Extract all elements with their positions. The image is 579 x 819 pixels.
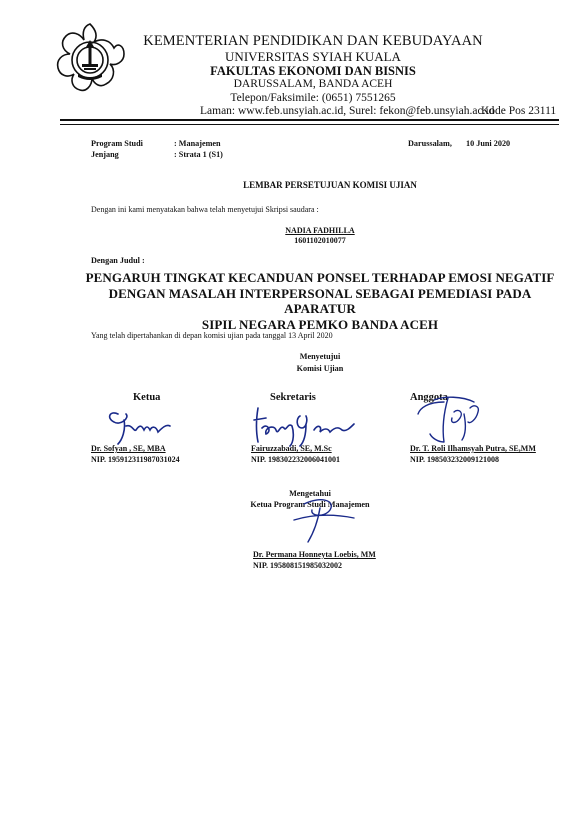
level-value: : Strata 1 (S1) [174, 150, 223, 159]
website-email: Laman: www.feb.unsyiah.ac.id, Surel: fekon@feb.unsyiah.ac.id [200, 105, 495, 117]
approved-label: Menyetujui [299, 352, 341, 361]
member-signature-icon [414, 394, 494, 448]
head-nip: NIP. 195808151985032002 [253, 561, 343, 570]
university-seal-icon [52, 20, 128, 96]
university-name: UNIVERSITAS SYIAH KUALA [225, 49, 401, 64]
address: DARUSSALAM, BANDA ACEH [233, 78, 393, 90]
chair-nip: NIP. 195912311987031024 [91, 455, 180, 464]
chair-name: Dr. Sofyan , SE, MBA [91, 444, 166, 453]
program-label: Program Studi [91, 139, 143, 148]
judul-label: Dengan Judul : [91, 256, 145, 265]
role-chair: Ketua [133, 392, 161, 403]
committee-label: Komisi Ujian [296, 364, 344, 373]
member-nip: NIP. 198503232009121008 [410, 455, 500, 464]
secretary-name: Fairuzzabadi, SE, M.Sc [251, 444, 332, 453]
letterhead-rule-thick [60, 119, 559, 121]
role-member: Anggota [410, 392, 448, 403]
phone: Telepon/Faksimile: (0651) 7551265 [230, 92, 396, 104]
place: Darussalam, [408, 139, 452, 148]
date: 10 Juni 2020 [466, 139, 511, 148]
defended-text: Yang telah dipertahankan di depan komisi ujian pada tanggal 13 April 2020 [91, 331, 333, 340]
secretary-signature-icon [250, 402, 360, 448]
head-signature-icon [290, 494, 360, 546]
thesis-title-line: PENGARUH TINGKAT KECANDUAN PONSEL TERHADAP EMOSI NEGATIF [85, 270, 555, 285]
program-value: : Manajemen [174, 139, 221, 148]
postcode: Kode Pos 23111 [481, 105, 557, 117]
thesis-title [85, 270, 555, 332]
document-title: LEMBAR PERSETUJUAN KOMISI UJIAN [243, 180, 417, 190]
student-name: NADIA FADHILLA [285, 226, 355, 235]
head-position: Ketua Program Studi Manajemen [250, 500, 370, 509]
thesis-title-line: SIPIL NEGARA PEMKO BANDA ACEH [201, 316, 439, 332]
knowing-label: Mengetahui [289, 489, 331, 498]
intro-text: Dengan ini kami menyatakan bahwa telah menyetujui Skripsi saudara : [91, 205, 319, 214]
secretary-nip: NIP. 198302232006041001 [251, 455, 341, 464]
role-secretary: Sekretaris [270, 392, 316, 403]
head-name: Dr. Permana Honneyta Loebis, MM [253, 550, 376, 559]
level-label: Jenjang [91, 150, 119, 159]
thesis-title-line: DENGAN MASALAH INTERPERSONAL SEBAGAI PEMEDIASI PADA APARATUR [108, 285, 532, 316]
student-id: 1601102010077 [294, 236, 346, 245]
member-name: Dr. T. Roli Ilhamsyah Putra, SE,MM [410, 444, 536, 453]
faculty-name: FAKULTAS EKONOMI DAN BISNIS [210, 64, 416, 78]
ministry-name: KEMENTERIAN PENDIDIKAN DAN KEBUDAYAAN [143, 33, 483, 49]
letterhead-rule-thin [60, 124, 559, 125]
